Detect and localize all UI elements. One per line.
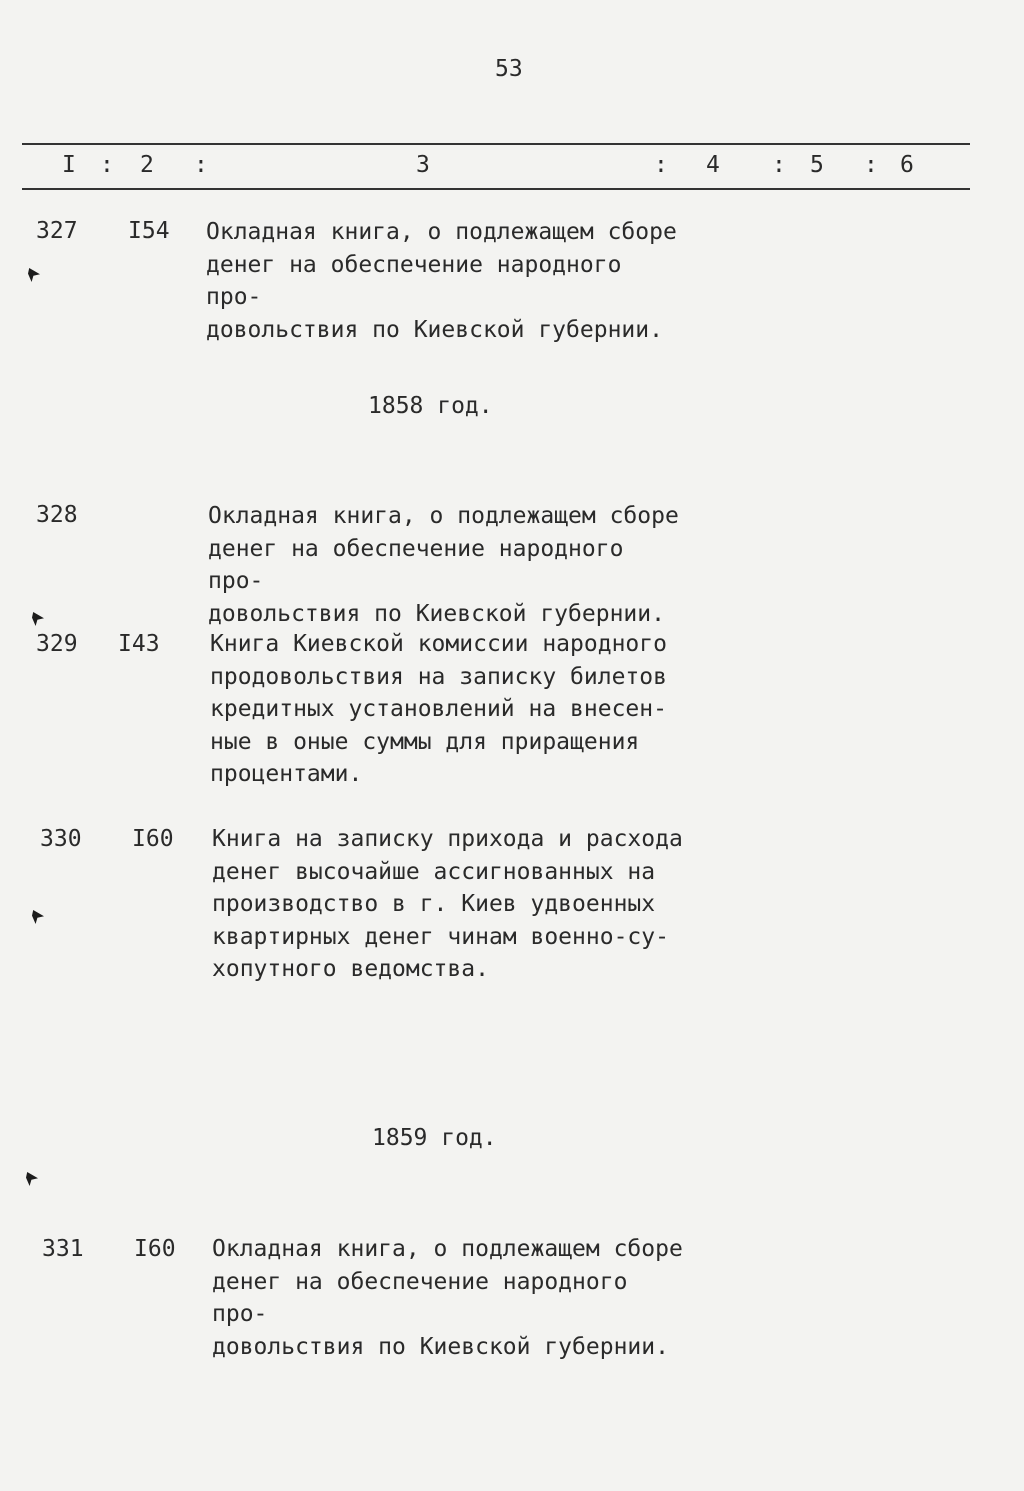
column-separator: :: [654, 152, 668, 178]
column-separator: :: [194, 152, 208, 178]
margin-mark-icon: [32, 612, 44, 626]
column-4-heading: 4: [706, 152, 720, 178]
table-header-top-rule: [22, 143, 970, 145]
entry-number: 327: [36, 218, 78, 244]
margin-mark-icon: [28, 268, 40, 282]
entry-number: 331: [42, 1236, 84, 1262]
column-6-heading: 6: [900, 152, 914, 178]
entry-code: I60: [132, 826, 174, 852]
entry-code: I54: [128, 218, 170, 244]
table-header-bottom-rule: [22, 188, 970, 190]
column-separator: :: [864, 152, 878, 178]
column-2-heading: 2: [140, 152, 154, 178]
column-separator: :: [772, 152, 786, 178]
entry-description: Книга на записку прихода и расхода денег высочайше ассигнованных на производство в г. Киев удвоенных квартирных денег чинам военно-су- хопутного ведомства.: [212, 826, 683, 982]
margin-mark-icon: [26, 1172, 38, 1186]
column-3-heading: 3: [416, 152, 430, 178]
column-1-heading: I: [62, 152, 76, 178]
year-heading: 1859 год.: [372, 1125, 497, 1151]
entry-number: 328: [36, 502, 78, 528]
entry-description: Окладная книга, о подлежащем сборе денег на обеспечение народного про- довольствия по Киевской губернии.: [212, 1236, 683, 1360]
year-heading: 1858 год.: [368, 393, 493, 419]
entry-code: I43: [118, 631, 160, 657]
entry-description: Окладная книга, о подлежащем сборе денег на обеспечение народного про- довольствия по Киевской губернии.: [206, 219, 677, 343]
page-number: 53: [495, 56, 523, 82]
margin-mark-icon: [32, 910, 44, 924]
column-5-heading: 5: [810, 152, 824, 178]
entry-number: 329: [36, 631, 78, 657]
entry-number: 330: [40, 826, 82, 852]
entry-description: Книга Киевской комиссии народного продовольствия на записку билетов кредитных установлений на внесен- ные в оные суммы для приращения процентами.: [210, 631, 667, 787]
column-separator: :: [100, 152, 114, 178]
entry-description: Окладная книга, о подлежащем сборе денег на обеспечение народного про- довольствия по Киевской губернии.: [208, 503, 679, 627]
entry-code: I60: [134, 1236, 176, 1262]
